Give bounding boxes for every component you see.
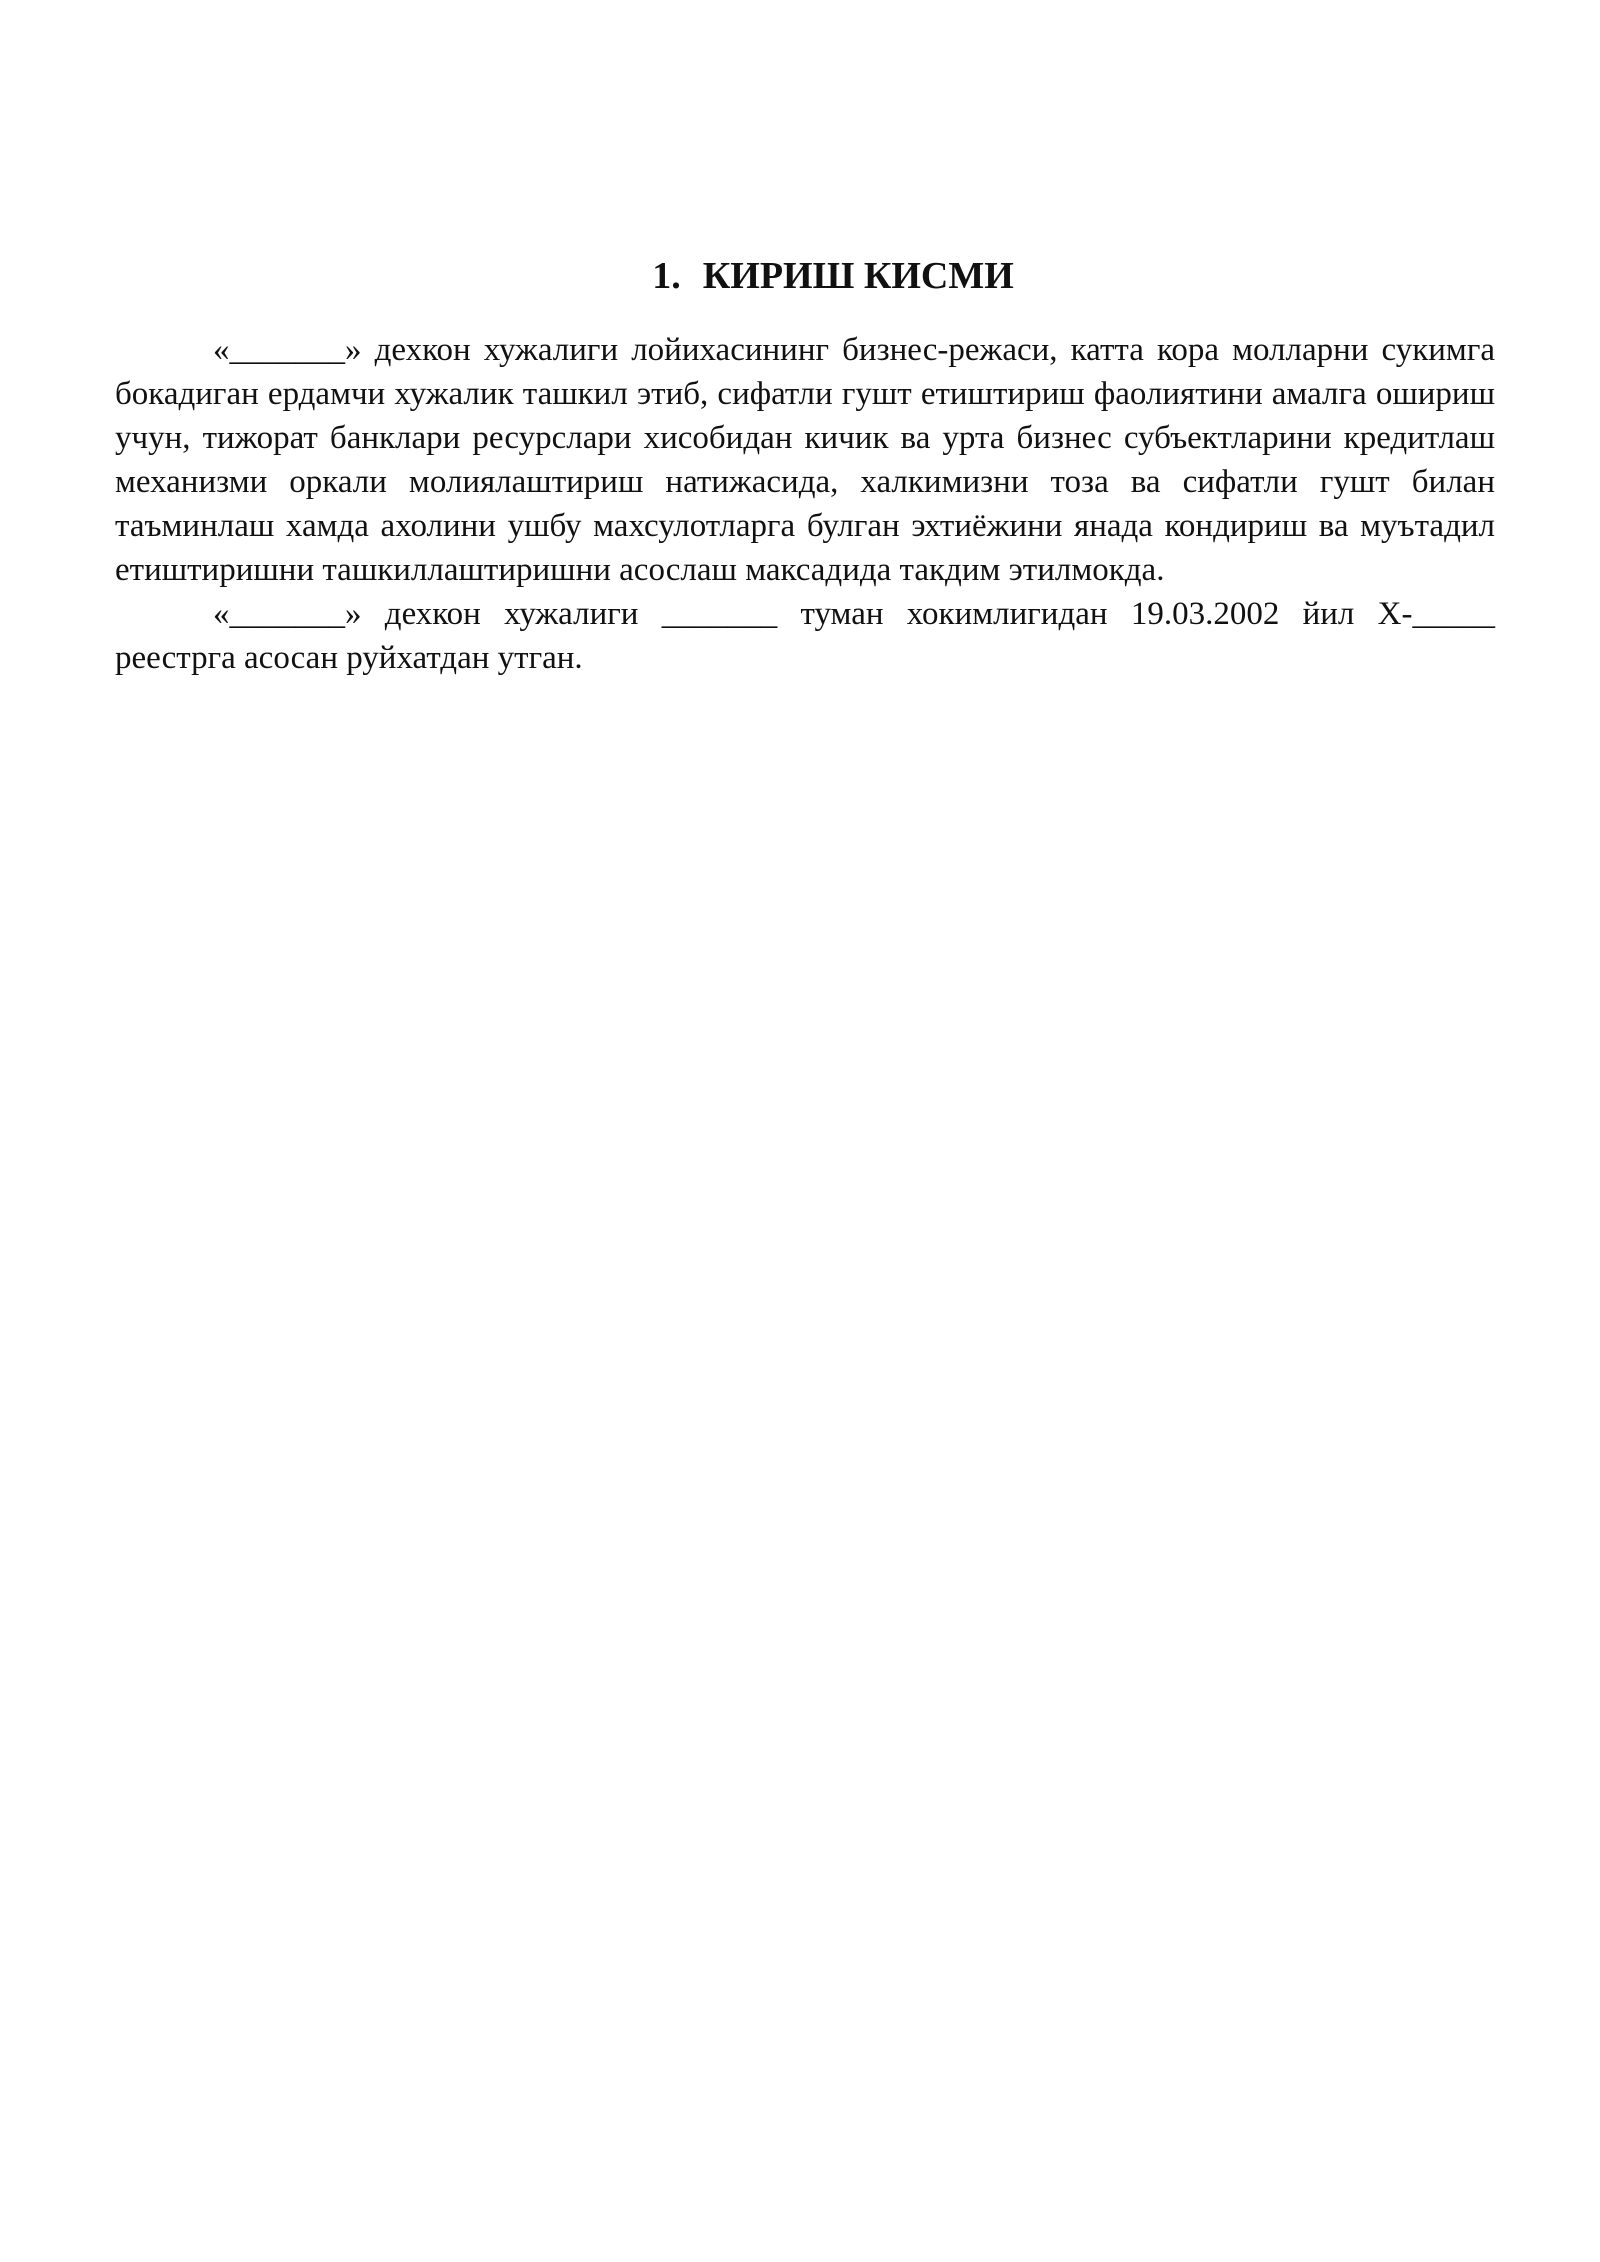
document-body xyxy=(115,248,1495,680)
intro-paragraph: «_______» дехкон хужалиги лойихасининг бизнес-режаси, катта кора молларни сукимга бокадиган ердамчи хужалик ташкил этиб, сифатли гушт етиштириш фаолиятини амалга ошириш учун, тижорат банклари ресурслари хисобидан кичик ва урта бизнес субъектларини кредитлаш механизми оркали молиялаштириш натижасида, халкимизни тоза ва сифатли гушт билан таъминлаш хамда ахолини ушбу махсулотларга булган эхтиёжини янада кондириш ва муътадил етиштиришни ташкиллаштиришни асослаш максадида такдим этилмокда. xyxy=(115,332,1495,588)
section-number: 1. xyxy=(652,255,681,297)
section-heading xyxy=(115,248,1495,304)
section-title: КИРИШ КИСМИ xyxy=(702,255,1014,297)
registration-paragraph: «_______» дехкон хужалиги _______ туман хокимлигидан 19.03.2002 йил Х-_____ реестрга асосан руйхатдан утган. xyxy=(115,596,1495,676)
